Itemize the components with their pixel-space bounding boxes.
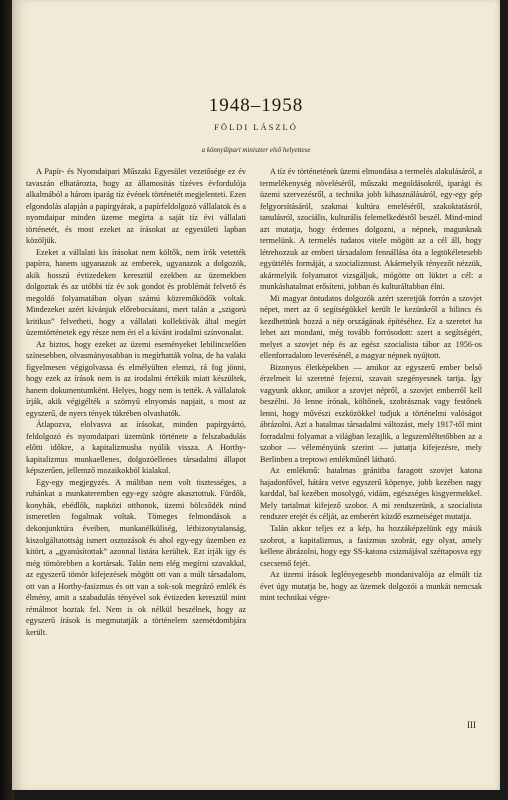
left-column — [26, 166, 246, 638]
article-title: 1948–1958 — [208, 95, 304, 116]
right-column — [260, 166, 482, 604]
article-subtitle: a könnyűipari miniszter első helyettese — [201, 146, 311, 154]
paragraph: Az biztos, hogy ezeket az üzemi eseményeket lebilincselően színesebben, olvasmányosabban is megírhatták volna, de ha valaki figyelmesen végigolvassa és elmélyülten elemzi, rá fog jönni, hogy ezek az írások nem is az irodalmi értékük miatt készültek, hanem dokumentumként. Helyes, hogy nem is tették. A vállalatok írják, akik végigélték a szörnyű elnyomás napjait, s most az egyszerű, de nyers tények tükrében olvashatók. — [26, 339, 246, 418]
paragraph: A Papír- és Nyomdaipari Műszaki Egyesület vezetősége ez év tavaszán elhatározta, hogy az államosítás tízéves évfordulója alkalmából a három iparág tíz évének történetét megjelenteti. Ezen elgondolás alapján a papírgyárak, a papírfeldolgozó vállalatok és a nyomdaipar minden üzeme megírta a saját tíz évi vállalati történetét, és most ezeket az írásokat az egyesületi lapban közöljük. — [26, 167, 246, 246]
paragraph: Átlapozva, elolvasva az írásokat, minden papírgyártó, feldolgozó és nyomdaipari üzemünk története a felszabadulás előtti időkre, a kapitalizmusba nyúlik vissza. A Horthy-kapitalizmus munkaellenes, dolgozóellenes társadalmi állapot képszerűen, jellemző mozaikokból kialakul. — [26, 420, 246, 476]
paragraph: Talán akkor teljes ez a kép, ha hozzáképzelünk egy másik szobrot, a kapitalizmus, a fasizmus szobrát, egy olyat, amely kellene ábrázolni, hogy egy SS-katona csizmájával széttaposva egy csecsemő fejét. — [260, 523, 482, 568]
paragraph: Egy-egy megjegyzés. A múltban nem volt tisztességes, a ruhánkat a munkateremben egy-egy szögre akasztottuk. Fürdők, konyhák, ebédlők, napközi otthonok, üzemi bölcsődék mind ismeretlen fogalmak voltak. Tömeges felmondások a dekonjunktúra éveiben, munkanélküliség, létbizonytalanság, kiszolgáltatottság ismert osztozások és ahol egy-egy üzemben ez kitört, a „gyanúsítottak” azonnal listára kerültek. Ezt írják így és még tömörebben a kortársak. Talán nem elég megírni szavakkal, az egyszerű tömör kifejezések mögött ott van a múlt társadalom, ott van a Horthy-fasizmus és ott van a sok-sok megrázó emlék és élmény, amit a szabadulás tényével sok évtizeden keresztül mint rémálmot hoztak fel. Nem is ok nélkül beszélnek, hogy az egyszerű írások is megmutatják a történelem szemétdombjára került. — [26, 477, 246, 637]
article-author: FÖLDI LÁSZLÓ — [214, 122, 298, 132]
paragraph: Bizonyos életképekben — amikor az egyszerű ember belső érzelmeit ki szeretné fejezni, szavait szegényesnek tartja. Így vagyunk akkor, amikor a szovjet népről, a szovjet emberről kell beszélni. Jó lenne írónak, költőnek, szobrásznak vagy festőnek lenni, hogy művészi eszközökkel tudjuk a történelmi valóságot ábrázolni. Azt a hatalmas társadalmi változást, mely 1917-től mint forradalmi folyamat a világban lezajlik, a legszemléltetőbben az a szobor — véleményünk szerint — juttatja kifejezésre, mely Berlinben a treptowi emlékműnél látható. — [260, 362, 482, 464]
page-number: III — [467, 720, 476, 730]
book-page — [12, 0, 500, 790]
paragraph: Mi magyar öntudatos dolgozók azért szeretjük forrón a szovjet népet, mert az ő segítségükkel került le kezünkről a bilincs és kezdhettünk hozzá a nép országának építéséhez. Ez a szeretet ha lehet azt mondani, még tovább forrósodott: szert a segítségért, melyet a szovjet nép és az egész szocialista tábor az 1956-os ellenforradalom leverésénél, a magyar népnek nyújtott. — [260, 293, 482, 361]
paragraph: Az üzemi írások leglényegesebb mondanivalója az elmúlt tíz évet úgy mutatja be, hogy az üzemek dolgozói a munkát nemcsak mint technikai végre- — [260, 570, 482, 603]
paragraph: Ezeket a vállalati kis írásokat nem költők, nem írók vetették papírra, hanem ugyanazok az emberek, ugyanazok a dolgozók, akik hosszú évtizedeken keresztül ezekben az üzemekben dolgoztak és az utóbbi tíz év sok gondot és problémát felvető és megoldó folyamatában olyan számú közreműködők voltak. Mindezeket azért kívánjuk előrebocsátani, mert talán a „szigorú kritikus” felvetheti, hogy a vállalati kollektívák által megírt üzemtörténetek egy része nem éri el a kívánt irodalmi színvonalat. — [26, 247, 246, 338]
paragraph: Az emlékmű: hatalmas gránitba faragott szovjet katona hajadonfővel, hátára vetve egyszerű köpenye, jobb kezében nagy karddal, bal kezében mosolygó, vidám, egészséges kisgyermekkel. Mely tartalmat kifejező szobor. A mi rendszerünk, a szocialista rendszer erejét és célját, az emberért küzdő eszmeiséget mutatja. — [260, 466, 482, 522]
paragraph: A tíz év történetének üzemi elmondása a termelés alakulásáról, a termelékenység növeléséről, műszaki megoldásokról, iparági és üzemi szervezésről, a technika jobb kihasználásáról, egy-egy gép felgyorsításáról, szakmai kultúra emeléséről, szakoktatásról, tanulásról, szociális, kulturális felemelkedéstől beszél. Mind-mind azt mutatja, hogy érdemes dolgozni, a népnek, magunknak termelünk. A termelés tudatos vitele mögött az a cél áll, hogy létrehozzuk az emberi társadalom fennállása óta a legtökéletesebb együttélés formáját, a szocializmust. Akármelyik tényezőt nézzük, akármelyik folyamatot vizsgáljuk, mögötte ott lüktet a cél: a munkáshatalmat erősíteni, jobban és kulturáltabban élni. — [260, 167, 482, 292]
